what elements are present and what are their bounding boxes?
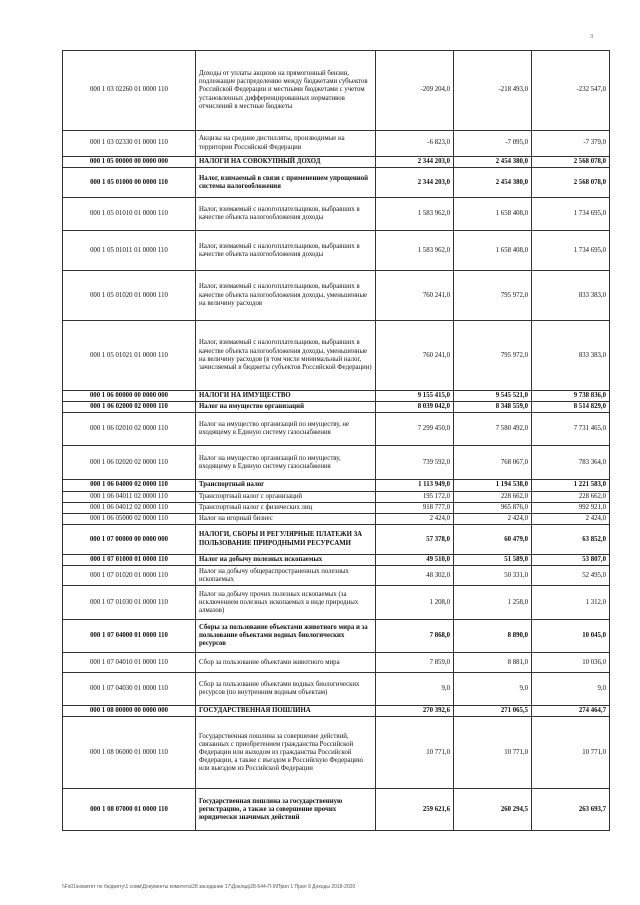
amount-2018-cell: 7 299 450,0 [376, 413, 454, 446]
amount-2020-cell: 7 731 465,0 [532, 413, 610, 446]
amount-2018-cell: 1 583 962,0 [376, 231, 454, 271]
revenue-name-cell: Налог, взимаемый с налогоплательщиков, выбравших в качестве объекта налогообложения доходы, уменьшенные на величину расходов [196, 271, 376, 321]
table-row [63, 717, 610, 789]
budget-code-cell: 000 1 05 01021 01 0000 110 [63, 321, 196, 391]
amount-2020-cell: -232 547,0 [532, 51, 610, 131]
amount-2019-cell: 1 658 408,0 [454, 198, 532, 231]
amount-2018-cell: 760 241,0 [376, 321, 454, 391]
revenue-name-cell: НАЛОГИ НА СОВОКУПНЫЙ ДОХОД [196, 157, 376, 168]
revenue-name-cell: Транспортный налог с физических лиц [196, 502, 376, 513]
amount-2019-cell: -7 095,0 [454, 131, 532, 157]
amount-2019-cell: 1 258,0 [454, 586, 532, 620]
amount-2020-cell: 2 568 078,0 [532, 157, 610, 168]
budget-code-cell: 000 1 07 01030 01 0000 110 [63, 586, 196, 620]
revenue-name-cell: Транспортный налог с организаций [196, 491, 376, 502]
revenue-name-cell: Налог, взимаемый с налогоплательщиков, выбравших в качестве объекта налогообложения доходы [196, 231, 376, 271]
amount-2019-cell: 260 294,5 [454, 789, 532, 831]
table-row [63, 413, 610, 446]
budget-code-cell: 000 1 05 01010 01 0000 110 [63, 198, 196, 231]
amount-2019-cell: 9 545 521,0 [454, 391, 532, 402]
amount-2019-cell: 7 580 492,0 [454, 413, 532, 446]
revenue-name-cell: НАЛОГИ, СБОРЫ И РЕГУЛЯРНЫЕ ПЛАТЕЖИ ЗА ПОЛЬЗОВАНИЕ ПРИРОДНЫМИ РЕСУРСАМИ [196, 525, 376, 555]
table-row [63, 502, 610, 513]
amount-2020-cell: -7 379,0 [532, 131, 610, 157]
revenue-name-cell: Сбор за пользование объектами животного мира [196, 653, 376, 673]
amount-2020-cell: 228 662,0 [532, 491, 610, 502]
budget-code-cell: 000 1 06 04000 02 0000 110 [63, 480, 196, 491]
amount-2019-cell: 1 194 538,0 [454, 480, 532, 491]
amount-2018-cell: 259 621,6 [376, 789, 454, 831]
amount-2019-cell: 8 348 559,0 [454, 402, 532, 413]
amount-2020-cell: 1 221 583,0 [532, 480, 610, 491]
revenue-name-cell: Налог на имущество организаций по имуществу, не входящему в Единую систему газоснабжения [196, 413, 376, 446]
budget-code-cell: 000 1 05 00000 00 0000 000 [63, 157, 196, 168]
budget-code-cell: 000 1 07 00000 00 0000 000 [63, 525, 196, 555]
amount-2020-cell: 783 364,0 [532, 446, 610, 480]
table-row [63, 673, 610, 706]
budget-code-cell: 000 1 06 05000 02 0000 110 [63, 513, 196, 524]
amount-2019-cell: 2 454 380,0 [454, 168, 532, 198]
table-row [63, 525, 610, 555]
amount-2018-cell: 8 039 042,0 [376, 402, 454, 413]
budget-code-cell: 000 1 03 02260 01 0000 110 [63, 51, 196, 131]
table-row [63, 402, 610, 413]
table-row [63, 513, 610, 524]
table-row [63, 566, 610, 586]
revenue-table [62, 50, 610, 831]
amount-2019-cell: 60 479,0 [454, 525, 532, 555]
table-row [63, 480, 610, 491]
amount-2018-cell: 48 302,0 [376, 566, 454, 586]
amount-2020-cell: 53 807,0 [532, 555, 610, 566]
amount-2020-cell: 263 693,7 [532, 789, 610, 831]
amount-2019-cell: 10 771,0 [454, 717, 532, 789]
amount-2020-cell: 63 852,0 [532, 525, 610, 555]
revenue-name-cell: Транспортный налог [196, 480, 376, 491]
amount-2020-cell: 9 738 836,0 [532, 391, 610, 402]
revenue-name-cell: Государственная пошлина за совершение действий, связанных с приобретением гражданства Российской Федерации или выходом из гражданства Российской Федерации, а также с въездом в Российскую Федерацию или выездом из Российской Федерации [196, 717, 376, 789]
amount-2019-cell: 8 881,0 [454, 653, 532, 673]
revenue-name-cell: Налог на добычу прочих полезных ископаемых (за исключением полезных ископаемых в виде природных алмазов) [196, 586, 376, 620]
revenue-name-cell: Налог на добычу общераспространенных полезных ископаемых [196, 566, 376, 586]
budget-code-cell: 000 1 08 07000 01 0000 110 [63, 789, 196, 831]
amount-2018-cell: 2 424,0 [376, 513, 454, 524]
budget-code-cell: 000 1 07 04000 01 0000 110 [63, 620, 196, 653]
budget-code-cell: 000 1 06 02020 02 0000 110 [63, 446, 196, 480]
amount-2018-cell: 918 777,0 [376, 502, 454, 513]
amount-2020-cell: 9,0 [532, 673, 610, 706]
budget-code-cell: 000 1 06 04012 02 0000 110 [63, 502, 196, 513]
budget-code-cell: 000 1 07 01020 01 0000 110 [63, 566, 196, 586]
amount-2020-cell: 2 568 078,0 [532, 168, 610, 198]
amount-2019-cell: 8 890,0 [454, 620, 532, 653]
amount-2019-cell: 9,0 [454, 673, 532, 706]
amount-2018-cell: 1 583 962,0 [376, 198, 454, 231]
amount-2019-cell: 50 331,0 [454, 566, 532, 586]
amount-2018-cell: 739 592,0 [376, 446, 454, 480]
budget-code-cell: 000 1 07 04010 01 0000 110 [63, 653, 196, 673]
footer-file-path: \\Fs01\комитет по бюджету\1 совм\Документы комитета\28 заседание 17\Доклад\28-544-П-9\Прил 1 Прил 9 Доходы 2018-2020 [62, 884, 356, 890]
budget-code-cell: 000 1 08 06000 01 0000 110 [63, 717, 196, 789]
amount-2018-cell: 10 771,0 [376, 717, 454, 789]
amount-2019-cell: 2 424,0 [454, 513, 532, 524]
amount-2019-cell: 51 589,0 [454, 555, 532, 566]
budget-code-cell: 000 1 07 01000 01 0000 110 [63, 555, 196, 566]
amount-2018-cell: 2 344 203,0 [376, 168, 454, 198]
amount-2018-cell: 1 208,0 [376, 586, 454, 620]
revenue-name-cell: Сбор за пользование объектами водных биологических ресурсов (по внутренним водным объектам) [196, 673, 376, 706]
table-row [63, 789, 610, 831]
revenue-name-cell: Государственная пошлина за государственную регистрацию, а также за совершение прочих юридически значимых действий [196, 789, 376, 831]
revenue-name-cell: Налог, взимаемый в связи с применением упрощенной системы налогообложения [196, 168, 376, 198]
amount-2018-cell: 49 510,0 [376, 555, 454, 566]
table-row [63, 157, 610, 168]
amount-2020-cell: 52 495,0 [532, 566, 610, 586]
amount-2020-cell: 10 771,0 [532, 717, 610, 789]
amount-2018-cell: 57 378,0 [376, 525, 454, 555]
budget-code-cell: 000 1 05 01020 01 0000 110 [63, 271, 196, 321]
amount-2018-cell: 270 392,6 [376, 706, 454, 717]
amount-2019-cell: 795 972,0 [454, 271, 532, 321]
revenue-name-cell: Сборы за пользование объектами животного мира и за пользование объектами водных биологических ресурсов [196, 620, 376, 653]
amount-2019-cell: 2 454 380,0 [454, 157, 532, 168]
revenue-name-cell: Налог, взимаемый с налогоплательщиков, выбравших в качестве объекта налогообложения доходы, уменьшенные на величину расходов (в том числе минимальный налог, зачисляемый в бюджеты субъектов Российской Федерации) [196, 321, 376, 391]
revenue-name-cell: Доходы от уплаты акцизов на прямогонный бензин, подлежащие распределению между бюджетами субъектов Российской Федерации и местными бюджетами с учетом установленных дифференцированных нормативов отчислений в местные бюджеты [196, 51, 376, 131]
amount-2018-cell: 9 155 415,0 [376, 391, 454, 402]
amount-2020-cell: 833 383,0 [532, 271, 610, 321]
table-row [63, 706, 610, 717]
page-number: 3 [590, 34, 593, 40]
table-row [63, 321, 610, 391]
budget-code-cell: 000 1 06 02010 02 0000 110 [63, 413, 196, 446]
amount-2020-cell: 10 036,0 [532, 653, 610, 673]
table-row [63, 168, 610, 198]
revenue-name-cell: Налог на имущество организаций по имуществу, входящему в Единую систему газоснабжения [196, 446, 376, 480]
amount-2020-cell: 10 045,0 [532, 620, 610, 653]
amount-2019-cell: 271 065,5 [454, 706, 532, 717]
amount-2018-cell: 760 241,0 [376, 271, 454, 321]
budget-code-cell: 000 1 03 02330 01 0000 110 [63, 131, 196, 157]
table-row [63, 491, 610, 502]
amount-2020-cell: 2 424,0 [532, 513, 610, 524]
amount-2020-cell: 8 514 829,0 [532, 402, 610, 413]
table-row [63, 620, 610, 653]
amount-2018-cell: 7 868,0 [376, 620, 454, 653]
amount-2018-cell: -209 204,0 [376, 51, 454, 131]
table-row [63, 271, 610, 321]
amount-2020-cell: 1 734 695,0 [532, 198, 610, 231]
budget-code-cell: 000 1 08 00000 00 0000 000 [63, 706, 196, 717]
revenue-name-cell: Акцизы на средние дистилляты, производимые на территории Российской Федерации [196, 131, 376, 157]
table-row [63, 446, 610, 480]
amount-2018-cell: 7 859,0 [376, 653, 454, 673]
amount-2018-cell: 2 344 203,0 [376, 157, 454, 168]
table-row [63, 586, 610, 620]
amount-2020-cell: 833 383,0 [532, 321, 610, 391]
amount-2019-cell: 795 972,0 [454, 321, 532, 391]
table-row [63, 51, 610, 131]
budget-code-cell: 000 1 07 04030 01 0000 110 [63, 673, 196, 706]
amount-2020-cell: 274 464,7 [532, 706, 610, 717]
table-row [63, 131, 610, 157]
amount-2018-cell: 195 172,0 [376, 491, 454, 502]
budget-code-cell: 000 1 06 02000 02 0000 110 [63, 402, 196, 413]
amount-2020-cell: 1 312,0 [532, 586, 610, 620]
table-row [63, 555, 610, 566]
revenue-name-cell: Налог, взимаемый с налогоплательщиков, выбравших в качестве объекта налогообложения доходы [196, 198, 376, 231]
budget-code-cell: 000 1 05 01011 01 0000 110 [63, 231, 196, 271]
table-row [63, 391, 610, 402]
amount-2020-cell: 992 921,0 [532, 502, 610, 513]
amount-2019-cell: 1 658 408,0 [454, 231, 532, 271]
amount-2019-cell: -218 493,0 [454, 51, 532, 131]
amount-2019-cell: 228 662,0 [454, 491, 532, 502]
amount-2020-cell: 1 734 695,0 [532, 231, 610, 271]
table-row [63, 653, 610, 673]
budget-code-cell: 000 1 05 01000 00 0000 110 [63, 168, 196, 198]
amount-2018-cell: 9,0 [376, 673, 454, 706]
amount-2019-cell: 768 067,0 [454, 446, 532, 480]
revenue-name-cell: Налог на игорный бизнес [196, 513, 376, 524]
revenue-name-cell: НАЛОГИ НА ИМУЩЕСТВО [196, 391, 376, 402]
revenue-name-cell: ГОСУДАРСТВЕННАЯ ПОШЛИНА [196, 706, 376, 717]
amount-2018-cell: 1 113 949,0 [376, 480, 454, 491]
amount-2019-cell: 965 876,0 [454, 502, 532, 513]
revenue-name-cell: Налог на добычу полезных ископаемых [196, 555, 376, 566]
budget-code-cell: 000 1 06 04011 02 0000 110 [63, 491, 196, 502]
revenue-name-cell: Налог на имущество организаций [196, 402, 376, 413]
table-row [63, 231, 610, 271]
amount-2018-cell: -6 823,0 [376, 131, 454, 157]
table-row [63, 198, 610, 231]
budget-code-cell: 000 1 06 00000 00 0000 000 [63, 391, 196, 402]
